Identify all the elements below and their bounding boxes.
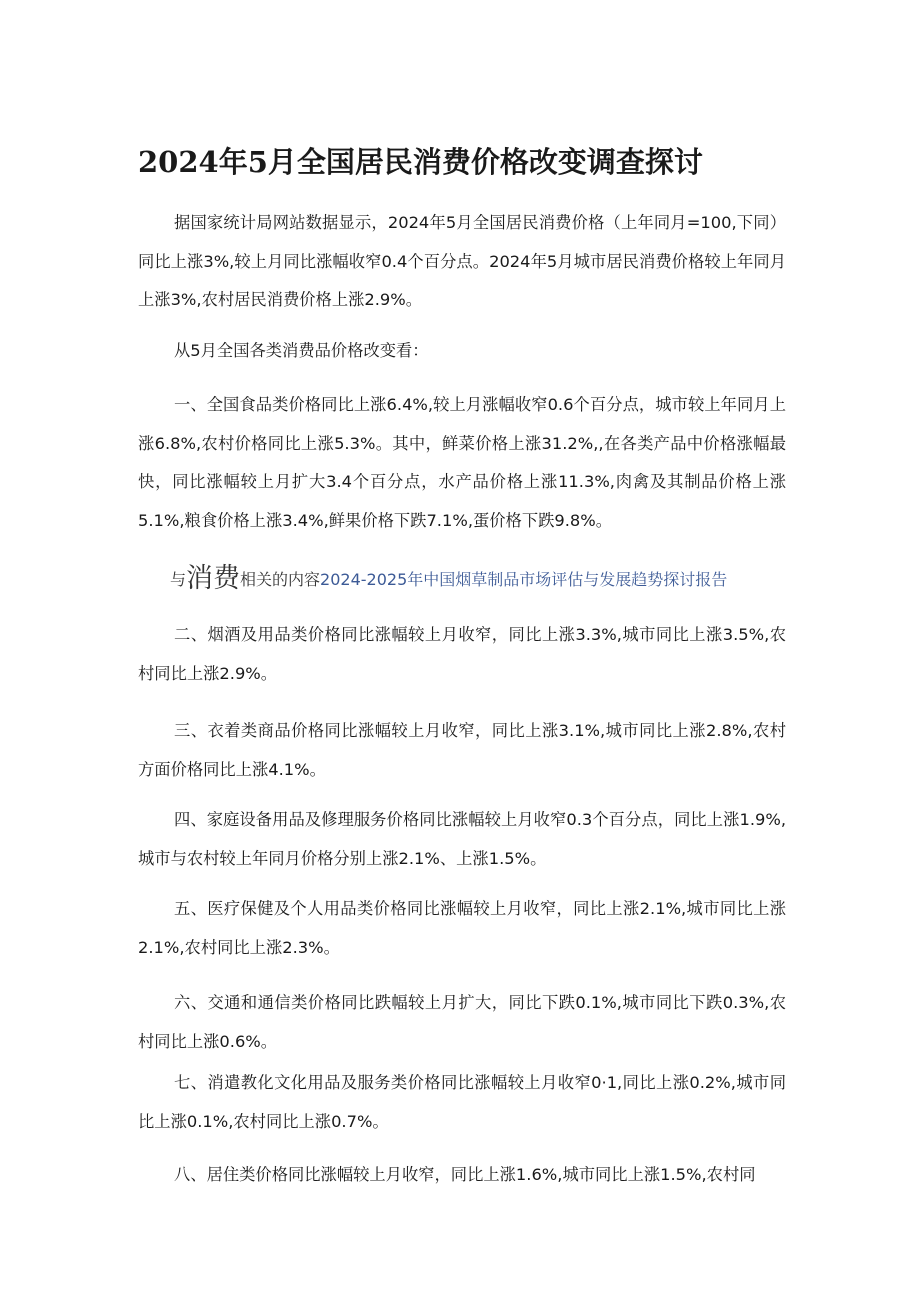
paragraph-overview: 从5月全国各类消费品价格改变看： xyxy=(174,341,429,360)
paragraph-healthcare: 五、医疗保健及个人用品类价格同比涨幅较上月收窄，同比上涨2.1%,城市同比上涨2.1%,农村同比上涨2.3%。 xyxy=(138,899,786,957)
related-prefix: 与 xyxy=(170,570,187,589)
paragraph-household: 四、家庭设备用品及修理服务价格同比涨幅较上月收窄0.3个百分点，同比上涨1.9%,城市与农村较上年同月价格分别上涨2.1%、上涨1.5%。 xyxy=(138,810,786,868)
paragraph-housing: 八、居住类价格同比涨幅较上月收窄，同比上涨1.6%,城市同比上涨1.5%,农村同 xyxy=(174,1165,756,1184)
paragraph-recreation: 七、消遣教化文化用品及服务类价格同比涨幅较上月收窄0·1,同比上涨0.2%,城市同比上涨0.1%,农村同比上涨0.7%。 xyxy=(138,1073,786,1131)
related-middle: 相关的内容 xyxy=(240,570,321,589)
paragraph-intro: 据国家统计局网站数据显示，2024年5月全国居民消费价格（上年同月=100,下同）同比上涨3%,较上月同比涨幅收窄0.4个百分点。2024年5月城市居民消费价格较上年同月上涨3%,农村居民消费价格上涨2.9%。 xyxy=(138,213,786,309)
document-title: 2024年5月全国居民消费价格改变调查探讨 xyxy=(138,145,703,179)
paragraph-tobacco: 二、烟酒及用品类价格同比涨幅较上月收窄，同比上涨3.3%,城市同比上涨3.5%,农村同比上涨2.9%。 xyxy=(138,625,786,683)
paragraph-clothing: 三、衣着类商品价格同比涨幅较上月收窄，同比上涨3.1%,城市同比上涨2.8%,农村方面价格同比上涨4.1%。 xyxy=(138,721,786,779)
related-report-link[interactable]: 2024-2025年中国烟草制品市场评估与发展趋势探讨报告 xyxy=(320,570,728,589)
related-content-line xyxy=(170,560,810,599)
related-keyword: 消费 xyxy=(186,563,241,594)
paragraph-transport: 六、交通和通信类价格同比跌幅较上月扩大，同比下跌0.1%,城市同比下跌0.3%,农村同比上涨0.6%。 xyxy=(138,993,786,1051)
paragraph-food: 一、全国食品类价格同比上涨6.4%,较上月涨幅收窄0.6个百分点，城市较上年同月上涨6.8%,农村价格同比上涨5.3%。其中，鲜菜价格上涨31.2%,,在各类产品中价格涨幅最快，同比涨幅较上月扩大3.4个百分点，水产品价格上涨11.3%,肉禽及其制品价格上涨5.1%,粮食价格上涨3.4%,鲜果价格下跌7.1%,蛋价格下跌9.8%。 xyxy=(138,395,786,530)
